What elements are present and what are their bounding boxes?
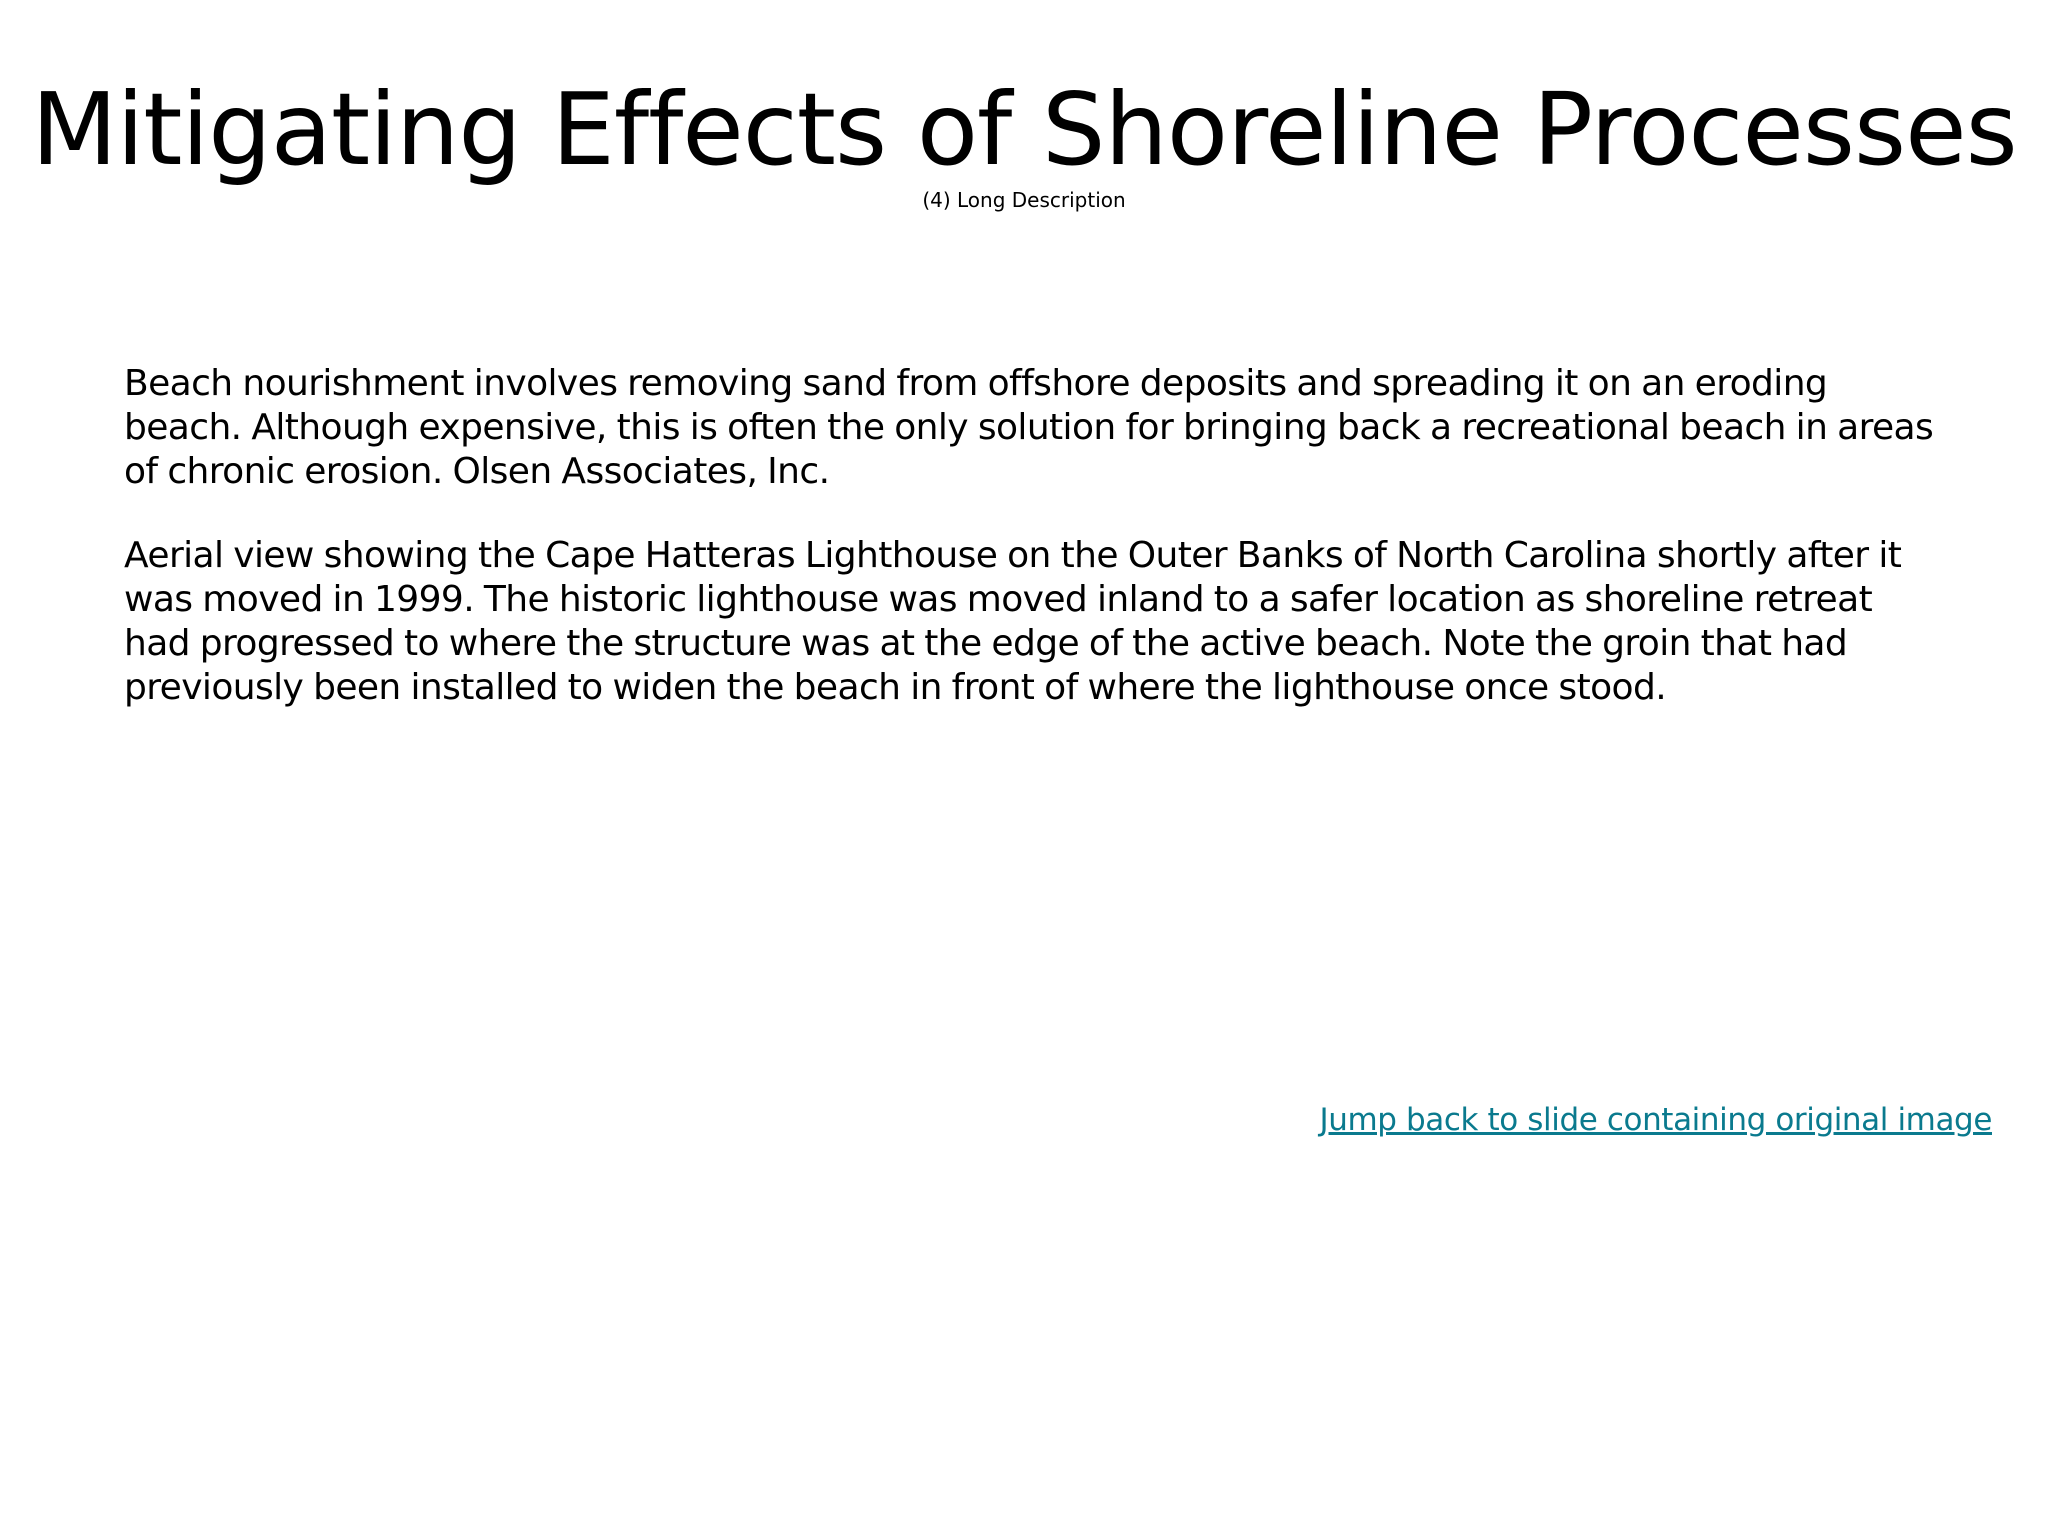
description-paragraph: Aerial view showing the Cape Hatteras Lighthouse on the Outer Banks of North Carolina shortly after it was moved in 1999. The historic lighthouse was moved inland to a safer location as shoreline retreat had progressed to where the structure was at the edge of the active beach. Note the groin that had previously been installed to widen the beach in front of where the lighthouse once stood.: [124, 535, 1902, 708]
slide-title: Mitigating Effects of Shoreline Processes: [31, 71, 2017, 188]
description-paragraph: Beach nourishment involves removing sand from offshore deposits and spreading it on an eroding beach. Although expensive, this is often the only solution for bringing back a recreational beach in areas of chronic erosion. Olsen Associates, Inc.: [124, 363, 1934, 492]
long-description: [124, 362, 1934, 750]
slide-subtitle: (4) Long Description: [922, 188, 1126, 212]
jump-back-link[interactable]: Jump back to slide containing original image: [1319, 1102, 1992, 1138]
